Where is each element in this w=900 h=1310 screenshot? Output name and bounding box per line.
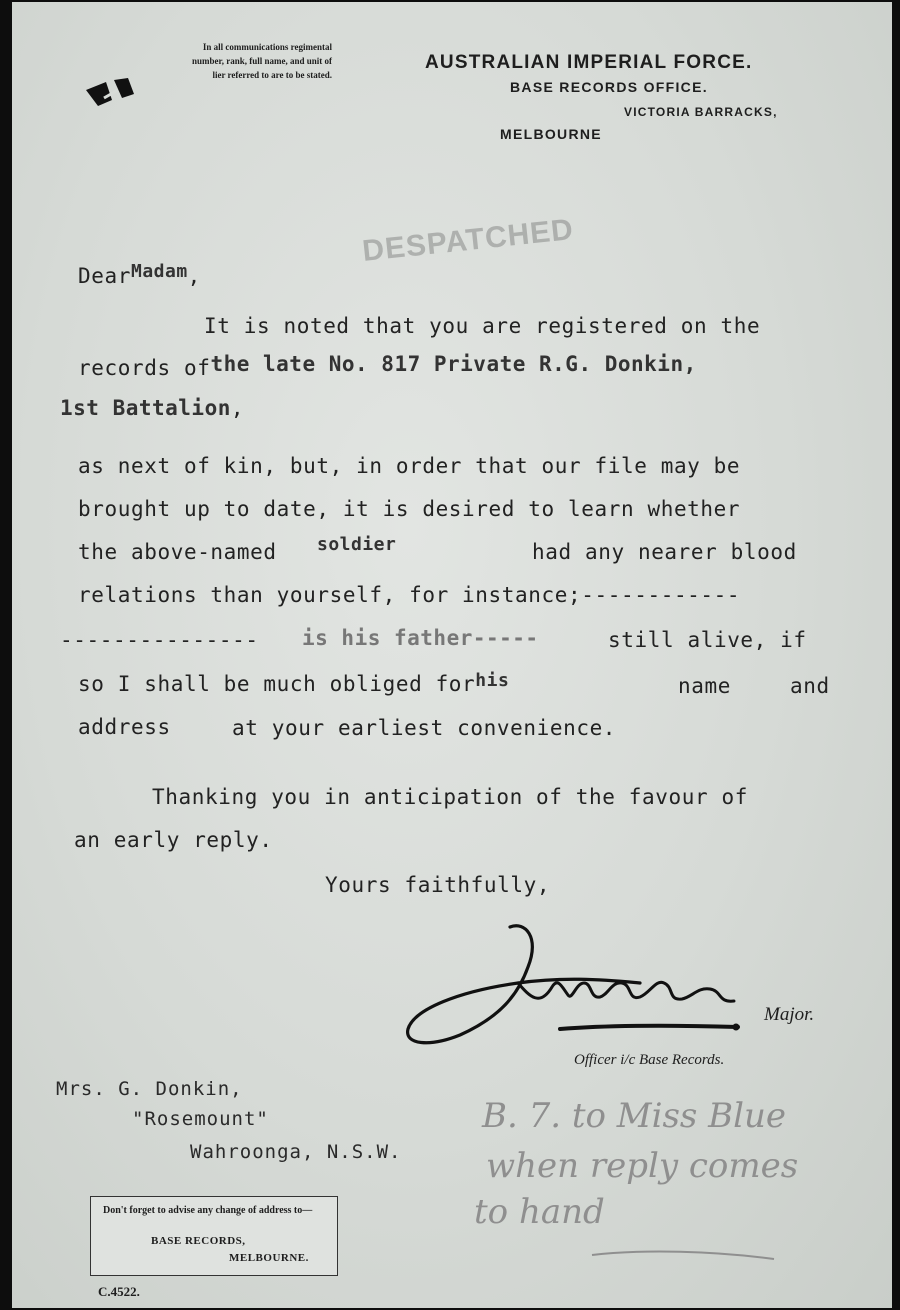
communications-notice — [142, 40, 332, 82]
line9-prefix: so I shall be much obliged for — [78, 672, 476, 696]
father-fill: is his father----- — [302, 626, 539, 650]
box-note-line2: BASE RECORDS, — [151, 1235, 246, 1247]
letter-line-2 — [78, 352, 697, 380]
pencil-annotation — [474, 1077, 874, 1277]
closing: Yours faithfully, — [325, 873, 551, 897]
pencil-note-line: to hand — [474, 1192, 605, 1232]
ink-blot-mark — [84, 76, 144, 110]
letter-line-11: Thanking you in anticipation of the favour of — [152, 785, 748, 809]
line8-suffix: still alive, if — [608, 628, 807, 652]
battalion-fill: 1st Battalion — [60, 396, 231, 420]
letter-line-9 — [78, 672, 509, 696]
letter-line-7: relations than yourself, for instance;------------ — [78, 583, 741, 607]
letter-line-1: It is noted that you are registered on the — [204, 314, 761, 338]
letterhead-city: MELBOURNE — [500, 126, 602, 142]
recipient-town: Wahroonga, N.S.W. — [190, 1141, 402, 1163]
letter-line-5: brought up to date, it is desired to learn whether — [78, 497, 741, 521]
line6-suffix: had any nearer blood — [532, 540, 797, 564]
notice-line: In all communications regimental — [202, 42, 332, 52]
salutation — [78, 261, 201, 288]
box-note-line3: MELBOURNE. — [229, 1252, 309, 1264]
line6-prefix: the above-named — [78, 540, 277, 564]
form-number: C.4522. — [98, 1284, 140, 1299]
letter-line-6 — [78, 540, 277, 564]
line9-mid: name — [678, 674, 731, 698]
line3-suffix: , — [230, 396, 245, 420]
letter-line-4: as next of kin, but, in order that our file may be — [78, 454, 741, 478]
line9-suffix: and — [790, 674, 830, 698]
pencil-note-line: B. 7. to Miss Blue — [482, 1096, 787, 1136]
relation-fill: soldier — [317, 534, 397, 555]
notice-line: number, rank, full name, and unit of — [192, 56, 332, 66]
despatched-stamp: DESPATCHED — [360, 213, 576, 269]
signature — [400, 917, 750, 1052]
letter-sheet — [12, 2, 892, 1308]
soldier-identification: the late No. 817 Private R.G. Donkin, — [210, 352, 697, 376]
letter-line-3 — [60, 396, 244, 420]
line10-prefix: address — [78, 715, 171, 739]
officer-title: Officer i/c Base Records. — [574, 1052, 725, 1068]
pronoun-fill: his — [475, 670, 510, 691]
notice-line: lier referred to are to be stated. — [212, 70, 332, 80]
line2-prefix: records of — [78, 356, 211, 380]
signatory-rank: Major. — [764, 1004, 815, 1025]
letterhead-location: VICTORIA BARRACKS, — [624, 105, 778, 119]
salutation-prefix: Dear — [78, 264, 131, 288]
letterhead-office: BASE RECORDS OFFICE. — [510, 79, 708, 95]
salutation-fill: Madam — [130, 261, 188, 282]
salutation-suffix: , — [187, 264, 201, 288]
pencil-note-line: when reply comes — [486, 1146, 799, 1186]
recipient-house: "Rosemount" — [132, 1108, 269, 1130]
letter-line-12: an early reply. — [74, 828, 273, 852]
letterhead-title: AUSTRALIAN IMPERIAL FORCE. — [425, 52, 753, 73]
box-note-text: Don't forget to advise any change of address to— — [103, 1205, 313, 1216]
line8-dashes: --------------- — [60, 628, 259, 652]
recipient-name: Mrs. G. Donkin, — [56, 1078, 243, 1100]
change-of-address-box — [90, 1196, 338, 1276]
line10-suffix: at your earliest convenience. — [232, 716, 617, 740]
